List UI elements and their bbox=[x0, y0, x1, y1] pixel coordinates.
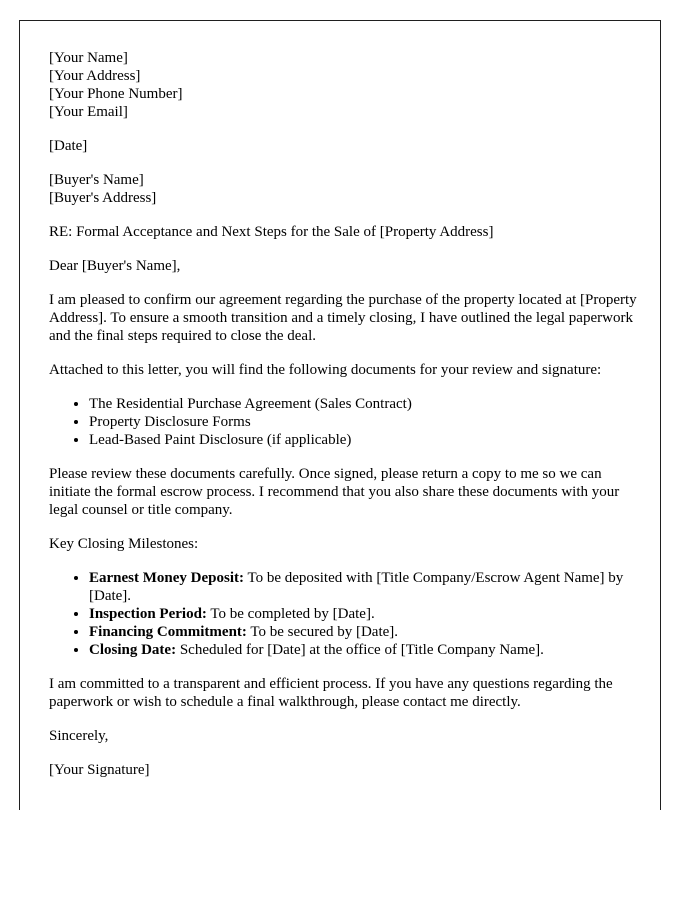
milestone-text: To be completed by [Date]. bbox=[206, 606, 375, 622]
milestones-heading: Key Closing Milestones: bbox=[49, 536, 199, 552]
attachment-item: • Property Disclosure Forms bbox=[89, 413, 639, 431]
milestone-item bbox=[89, 623, 639, 641]
sender-email: [Your Email] bbox=[49, 104, 128, 120]
sender-name: [Your Name] bbox=[49, 50, 128, 66]
milestone-text: Scheduled for [Date] at the office of [Title Company Name]. bbox=[176, 642, 544, 658]
signoff: Sincerely, bbox=[49, 728, 109, 744]
closing-paragraph: I am committed to a transparent and efficient process. If you have any questions regarding the paperwork or wish to schedule a final walkthrough, please contact me directly. bbox=[49, 676, 613, 710]
milestone-label: Inspection Period: bbox=[89, 606, 207, 622]
recipient-block bbox=[49, 171, 639, 207]
milestone-label: Financing Commitment: bbox=[89, 624, 247, 640]
letter-page bbox=[19, 20, 661, 810]
milestone-label: Earnest Money Deposit: bbox=[89, 570, 244, 586]
subject-line: RE: Formal Acceptance and Next Steps for the Sale of [Property Address] bbox=[49, 224, 494, 240]
milestone-text: To be deposited with [Title Company/Escrow Agent Name] by [Date]. bbox=[89, 570, 624, 604]
attachment-item: • The Residential Purchase Agreement (Sales Contract) bbox=[89, 395, 639, 413]
milestone-item bbox=[89, 569, 639, 605]
milestone-item bbox=[89, 641, 639, 659]
intro-paragraph: I am pleased to confirm our agreement regarding the purchase of the property located at [Property Address]. To ensure a smooth transition and a timely closing, I have outlined the legal paperwork and the final steps required to close the deal. bbox=[49, 292, 637, 344]
milestone-text: To be secured by [Date]. bbox=[246, 624, 399, 640]
milestone-label: Closing Date: bbox=[89, 642, 177, 658]
attachments-intro: Attached to this letter, you will find the following documents for your review and signature: bbox=[49, 362, 602, 378]
recipient-name: [Buyer's Name] bbox=[49, 172, 144, 188]
attachment-item: • Lead-Based Paint Disclosure (if applicable) bbox=[89, 431, 639, 449]
attachments-list bbox=[49, 395, 639, 449]
signature-placeholder: [Your Signature] bbox=[49, 762, 150, 778]
salutation: Dear [Buyer's Name], bbox=[49, 258, 181, 274]
letter-body bbox=[49, 49, 639, 795]
letter-date: [Date] bbox=[49, 138, 88, 154]
sender-block bbox=[49, 49, 639, 121]
milestone-item bbox=[89, 605, 639, 623]
review-paragraph: Please review these documents carefully. Once signed, please return a copy to me so we can initiate the formal escrow process. I recommend that you also share these documents with your legal counsel or title company. bbox=[49, 466, 620, 518]
recipient-address: [Buyer's Address] bbox=[49, 190, 157, 206]
sender-address: [Your Address] bbox=[49, 68, 141, 84]
milestones-list bbox=[49, 569, 639, 659]
sender-phone: [Your Phone Number] bbox=[49, 86, 183, 102]
